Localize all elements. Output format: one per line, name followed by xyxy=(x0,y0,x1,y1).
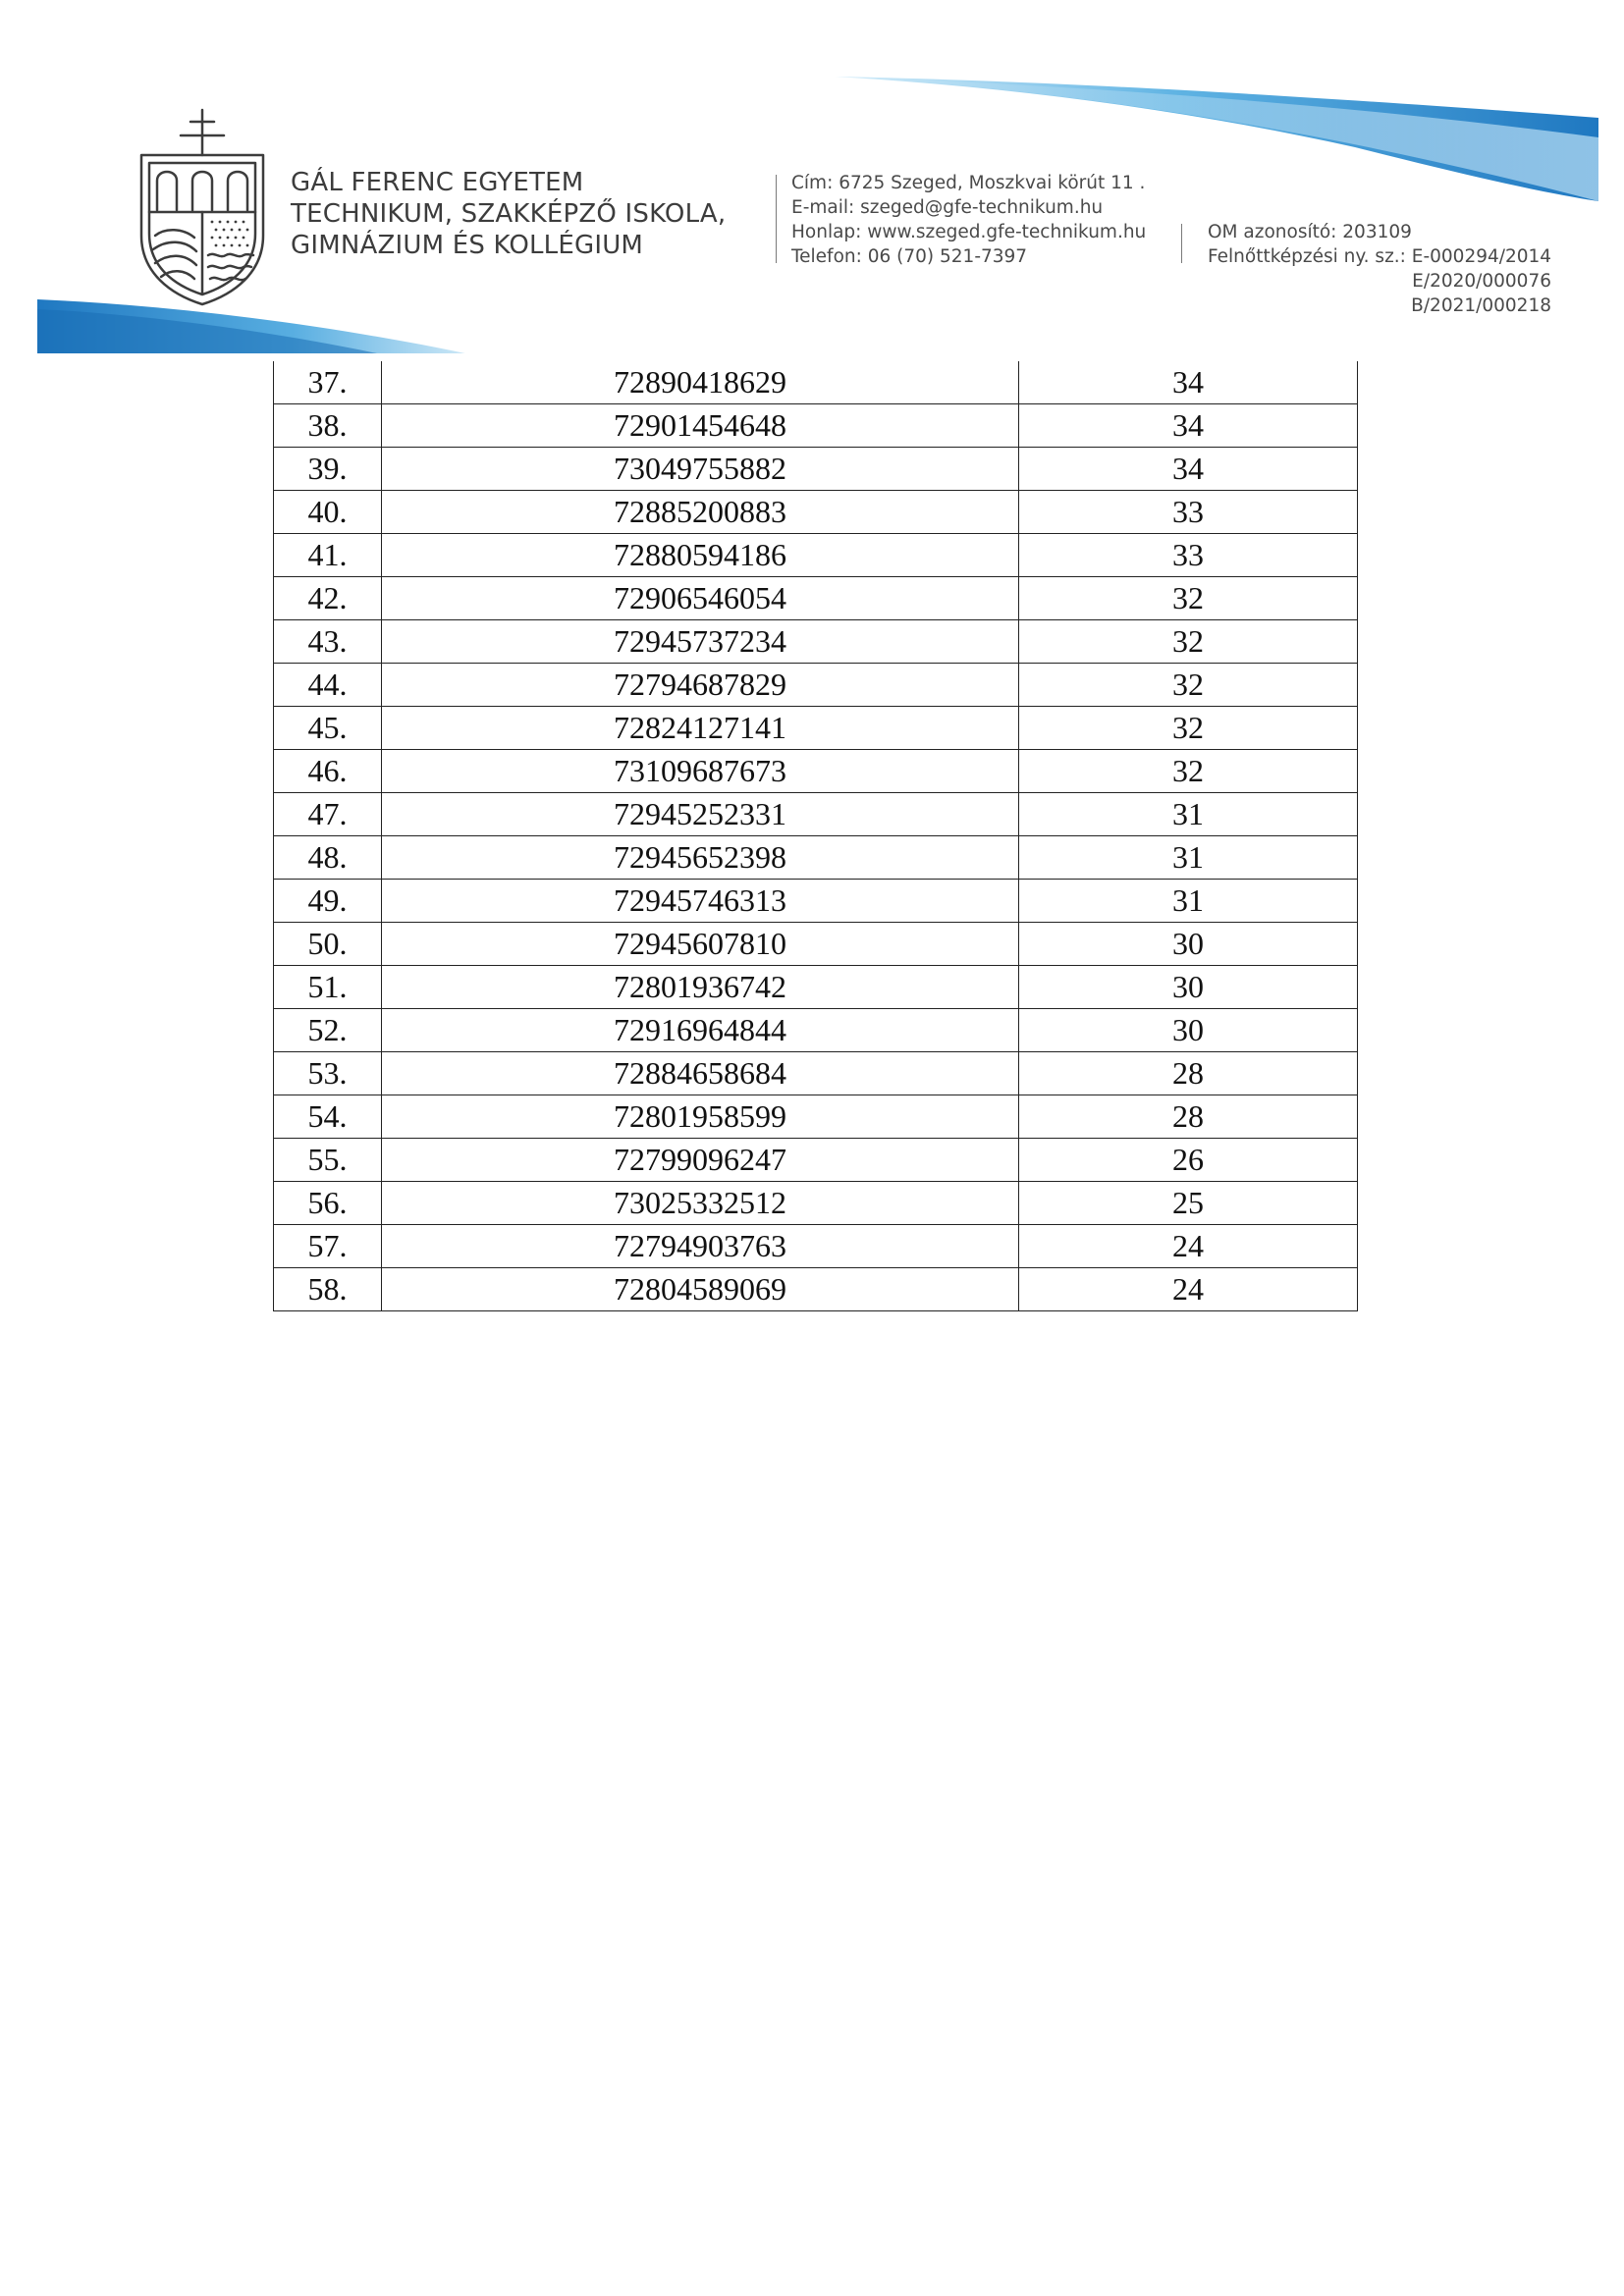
table-row xyxy=(274,1268,1358,1311)
score-cell: 24 xyxy=(1019,1225,1358,1268)
rank-cell: 56. xyxy=(274,1182,382,1225)
table-row xyxy=(274,1009,1358,1052)
rank-cell: 42. xyxy=(274,577,382,620)
header-divider-2 xyxy=(1181,224,1182,263)
code-cell: 72801936742 xyxy=(382,966,1019,1009)
score-cell: 31 xyxy=(1019,880,1358,923)
score-cell: 34 xyxy=(1019,361,1358,404)
table-row xyxy=(274,880,1358,923)
rank-cell: 49. xyxy=(274,880,382,923)
rank-cell: 37. xyxy=(274,361,382,404)
table-row xyxy=(274,836,1358,880)
table-row xyxy=(274,534,1358,577)
table-row xyxy=(274,793,1358,836)
rank-cell: 53. xyxy=(274,1052,382,1095)
code-cell: 72794903763 xyxy=(382,1225,1019,1268)
score-cell: 32 xyxy=(1019,750,1358,793)
table-row xyxy=(274,620,1358,664)
rank-cell: 48. xyxy=(274,836,382,880)
code-cell: 72794687829 xyxy=(382,664,1019,707)
code-cell: 72890418629 xyxy=(382,361,1019,404)
rank-cell: 51. xyxy=(274,966,382,1009)
score-cell: 28 xyxy=(1019,1052,1358,1095)
score-cell: 25 xyxy=(1019,1182,1358,1225)
table-row xyxy=(274,404,1358,448)
rank-cell: 44. xyxy=(274,664,382,707)
rank-cell: 47. xyxy=(274,793,382,836)
score-cell: 31 xyxy=(1019,793,1358,836)
rank-cell: 46. xyxy=(274,750,382,793)
rank-cell: 50. xyxy=(274,923,382,966)
score-cell: 30 xyxy=(1019,923,1358,966)
score-cell: 32 xyxy=(1019,620,1358,664)
header-divider-1 xyxy=(776,175,777,263)
code-cell: 72916964844 xyxy=(382,1009,1019,1052)
code-cell: 73109687673 xyxy=(382,750,1019,793)
rank-cell: 41. xyxy=(274,534,382,577)
code-cell: 72945607810 xyxy=(382,923,1019,966)
code-cell: 72801958599 xyxy=(382,1095,1019,1139)
code-cell: 72884658684 xyxy=(382,1052,1019,1095)
score-cell: 32 xyxy=(1019,707,1358,750)
school-name-line-3: GIMNÁZIUM ÉS KOLLÉGIUM xyxy=(291,231,644,260)
rank-cell: 57. xyxy=(274,1225,382,1268)
rank-cell: 55. xyxy=(274,1139,382,1182)
code-cell: 72945652398 xyxy=(382,836,1019,880)
registration-info xyxy=(1208,220,1551,318)
code-cell: 72799096247 xyxy=(382,1139,1019,1182)
table-row xyxy=(274,750,1358,793)
score-cell: 32 xyxy=(1019,664,1358,707)
code-cell: 72885200883 xyxy=(382,491,1019,534)
code-cell: 72880594186 xyxy=(382,534,1019,577)
adult-training-number: Felnőttképzési ny. sz.: E-000294/2014 xyxy=(1208,246,1552,267)
contact-address: Cím: 6725 Szeged, Moszkvai körút 11 . xyxy=(791,173,1146,193)
code-cell: 72945737234 xyxy=(382,620,1019,664)
code-cell: 73025332512 xyxy=(382,1182,1019,1225)
table-row xyxy=(274,448,1358,491)
registration-number-3: B/2021/000218 xyxy=(1411,295,1551,316)
school-name-line-1: GÁL FERENC EGYETEM xyxy=(291,168,584,197)
rank-cell: 43. xyxy=(274,620,382,664)
contact-info xyxy=(791,171,1146,269)
score-cell: 24 xyxy=(1019,1268,1358,1311)
score-cell: 28 xyxy=(1019,1095,1358,1139)
score-cell: 31 xyxy=(1019,836,1358,880)
results-table-body xyxy=(274,361,1358,1311)
table-row xyxy=(274,1225,1358,1268)
code-cell: 72824127141 xyxy=(382,707,1019,750)
table-row xyxy=(274,1052,1358,1095)
table-row xyxy=(274,577,1358,620)
rank-cell: 54. xyxy=(274,1095,382,1139)
rank-cell: 52. xyxy=(274,1009,382,1052)
school-name-line-2: TECHNIKUM, SZAKKÉPZŐ ISKOLA, xyxy=(291,199,727,229)
contact-website: Honlap: www.szeged.gfe-technikum.hu xyxy=(791,222,1147,242)
table-row xyxy=(274,361,1358,404)
school-name xyxy=(291,167,762,261)
score-cell: 30 xyxy=(1019,966,1358,1009)
rank-cell: 58. xyxy=(274,1268,382,1311)
code-cell: 72945252331 xyxy=(382,793,1019,836)
om-identifier: OM azonosító: 203109 xyxy=(1208,222,1412,242)
table-row xyxy=(274,1095,1358,1139)
contact-phone: Telefon: 06 (70) 521-7397 xyxy=(791,246,1028,267)
table-row xyxy=(274,966,1358,1009)
score-cell: 26 xyxy=(1019,1139,1358,1182)
table-row xyxy=(274,491,1358,534)
table-row xyxy=(274,1139,1358,1182)
score-cell: 34 xyxy=(1019,448,1358,491)
table-row xyxy=(274,923,1358,966)
score-cell: 33 xyxy=(1019,534,1358,577)
rank-cell: 39. xyxy=(274,448,382,491)
code-cell: 73049755882 xyxy=(382,448,1019,491)
table-row xyxy=(274,707,1358,750)
rank-cell: 38. xyxy=(274,404,382,448)
registration-number-2: E/2020/000076 xyxy=(1412,271,1551,292)
score-cell: 30 xyxy=(1019,1009,1358,1052)
code-cell: 72945746313 xyxy=(382,880,1019,923)
table-row xyxy=(274,664,1358,707)
code-cell: 72906546054 xyxy=(382,577,1019,620)
score-cell: 32 xyxy=(1019,577,1358,620)
results-table xyxy=(273,361,1358,1311)
score-cell: 34 xyxy=(1019,404,1358,448)
code-cell: 72901454648 xyxy=(382,404,1019,448)
school-crest-logo xyxy=(135,108,269,309)
table-row xyxy=(274,1182,1358,1225)
score-cell: 33 xyxy=(1019,491,1358,534)
rank-cell: 40. xyxy=(274,491,382,534)
rank-cell: 45. xyxy=(274,707,382,750)
code-cell: 72804589069 xyxy=(382,1268,1019,1311)
contact-email: E-mail: szeged@gfe-technikum.hu xyxy=(791,197,1104,218)
